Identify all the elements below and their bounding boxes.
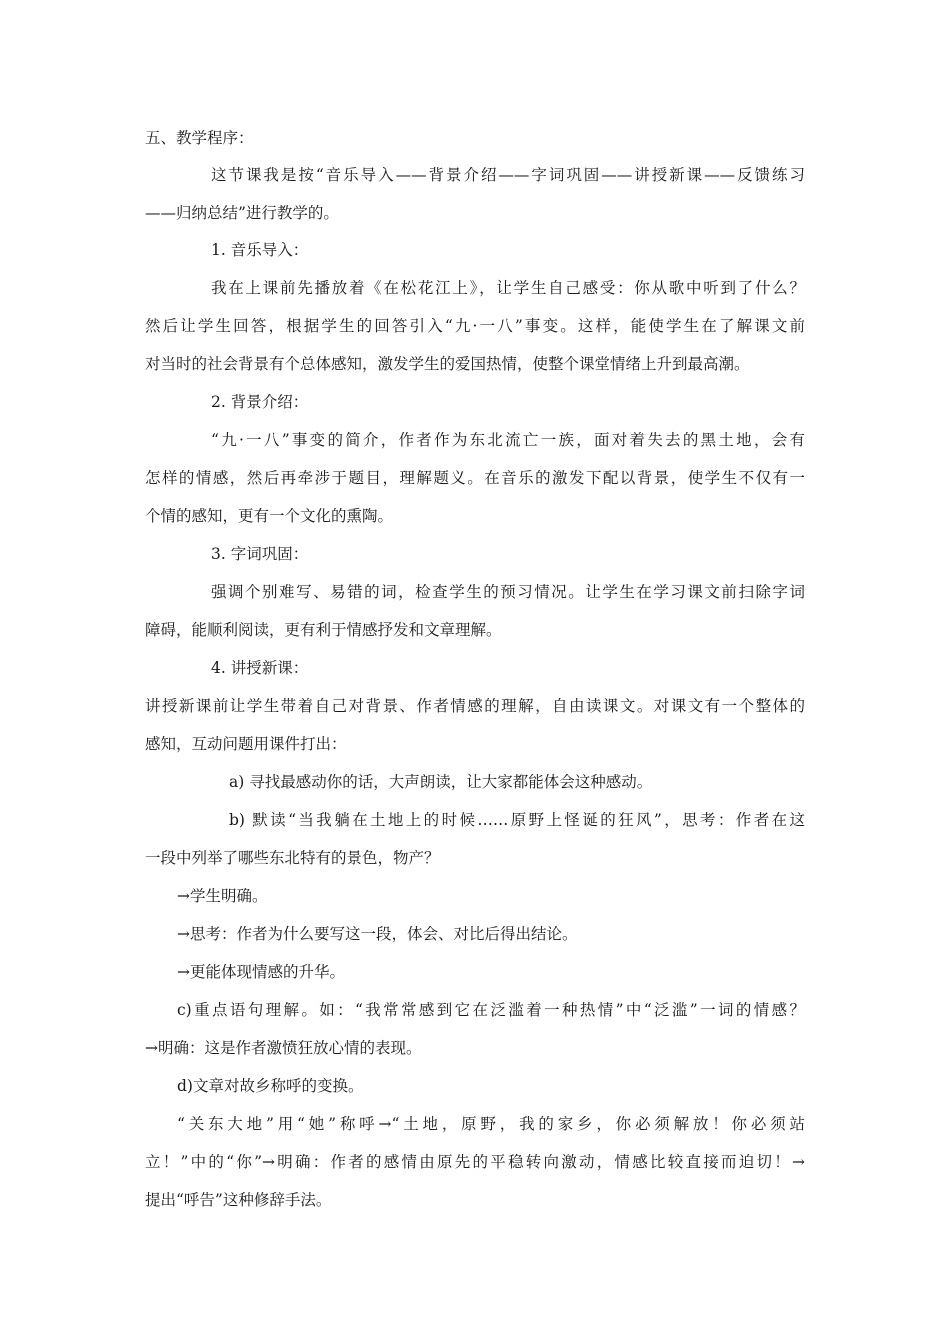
item-c-line-1: c)重点语句理解。如：“我常常感到它在泛滥着一种热情”中“泛滥”一词的情感？: [177, 1001, 805, 1019]
item-d-line-1: d)文章对故乡称呼的变换。: [177, 1077, 364, 1095]
step3-heading: 3. 字词巩固：: [211, 545, 309, 563]
step3-line-1: 强调个别难写、易错的词，检查学生的预习情况。让学生在学习课文前扫除字词: [211, 583, 805, 601]
item-b-line-1: b) 默读“当我躺在土地上的时候……原野上怪诞的狂风”，思考：作者在这: [229, 811, 805, 829]
arrow-line-3: →更能体现情感的升华。: [177, 963, 345, 981]
item-d-line-4: 提出“呼告”这种修辞手法。: [145, 1191, 332, 1209]
step3-line-2: 障碍，能顺利阅读，更有利于情感抒发和文章理解。: [145, 621, 502, 639]
arrow-line-2: →思考：作者为什么要写这一段，体会、对比后得出结论。: [177, 925, 578, 943]
intro-line-1: 这节课我是按“音乐导入——背景介绍——字词巩固——讲授新课——反馈练习: [211, 166, 805, 184]
item-d-line-3: 立！”中的“你”→明确：作者的感情由原先的平稳转向激动，情感比较直接而迫切！→: [145, 1153, 805, 1171]
item-b-line-2: 一段中列举了哪些东北特有的景色，物产？: [145, 849, 440, 867]
step1-heading: 1. 音乐导入：: [211, 241, 309, 259]
section-title: 五、教学程序：: [145, 129, 254, 147]
step1-line-2: 然后让学生回答，根据学生的回答引入“九·一八”事变。这样，能使学生在了解课文前: [145, 317, 805, 335]
step4-line-2: 感知，互动问题用课件打出：: [145, 735, 347, 753]
step4-heading: 4. 讲授新课：: [211, 659, 309, 677]
item-d-line-2: “关东大地”用“她”称呼→“土地，原野，我的家乡，你必须解放！你必须站: [177, 1115, 805, 1133]
step2-line-3: 个情的感知，更有一个文化的熏陶。: [145, 507, 394, 525]
step1-line-1: 我在上课前先播放着《在松花江上》，让学生自己感受：你从歌中听到了什么？: [211, 279, 805, 297]
intro-line-2: ——归纳总结”进行教学的。: [145, 204, 339, 222]
step4-line-1: 讲授新课前让学生带着自己对背景、作者情感的理解，自由读课文。对课文有一个整体的: [145, 697, 805, 715]
step2-heading: 2. 背景介绍：: [211, 393, 309, 411]
step1-line-3: 对当时的社会背景有个总体感知，激发学生的爱国热情，使整个课堂情绪上升到最高潮。: [145, 355, 750, 373]
item-a: a) 寻找最感动你的话，大声朗读，让大家都能体会这种感动。: [229, 773, 653, 791]
step2-line-1: “九·一八”事变的简介，作者作为东北流亡一族，面对着失去的黑土地，会有: [211, 431, 805, 449]
step2-line-2: 怎样的情感，然后再牵涉于题目，理解题义。在音乐的激发下配以背景，使学生不仅有一: [145, 469, 805, 487]
arrow-line-1: →学生明确。: [177, 887, 268, 905]
item-c-line-2: →明确：这是作者激愤狂放心情的表现。: [145, 1039, 422, 1057]
